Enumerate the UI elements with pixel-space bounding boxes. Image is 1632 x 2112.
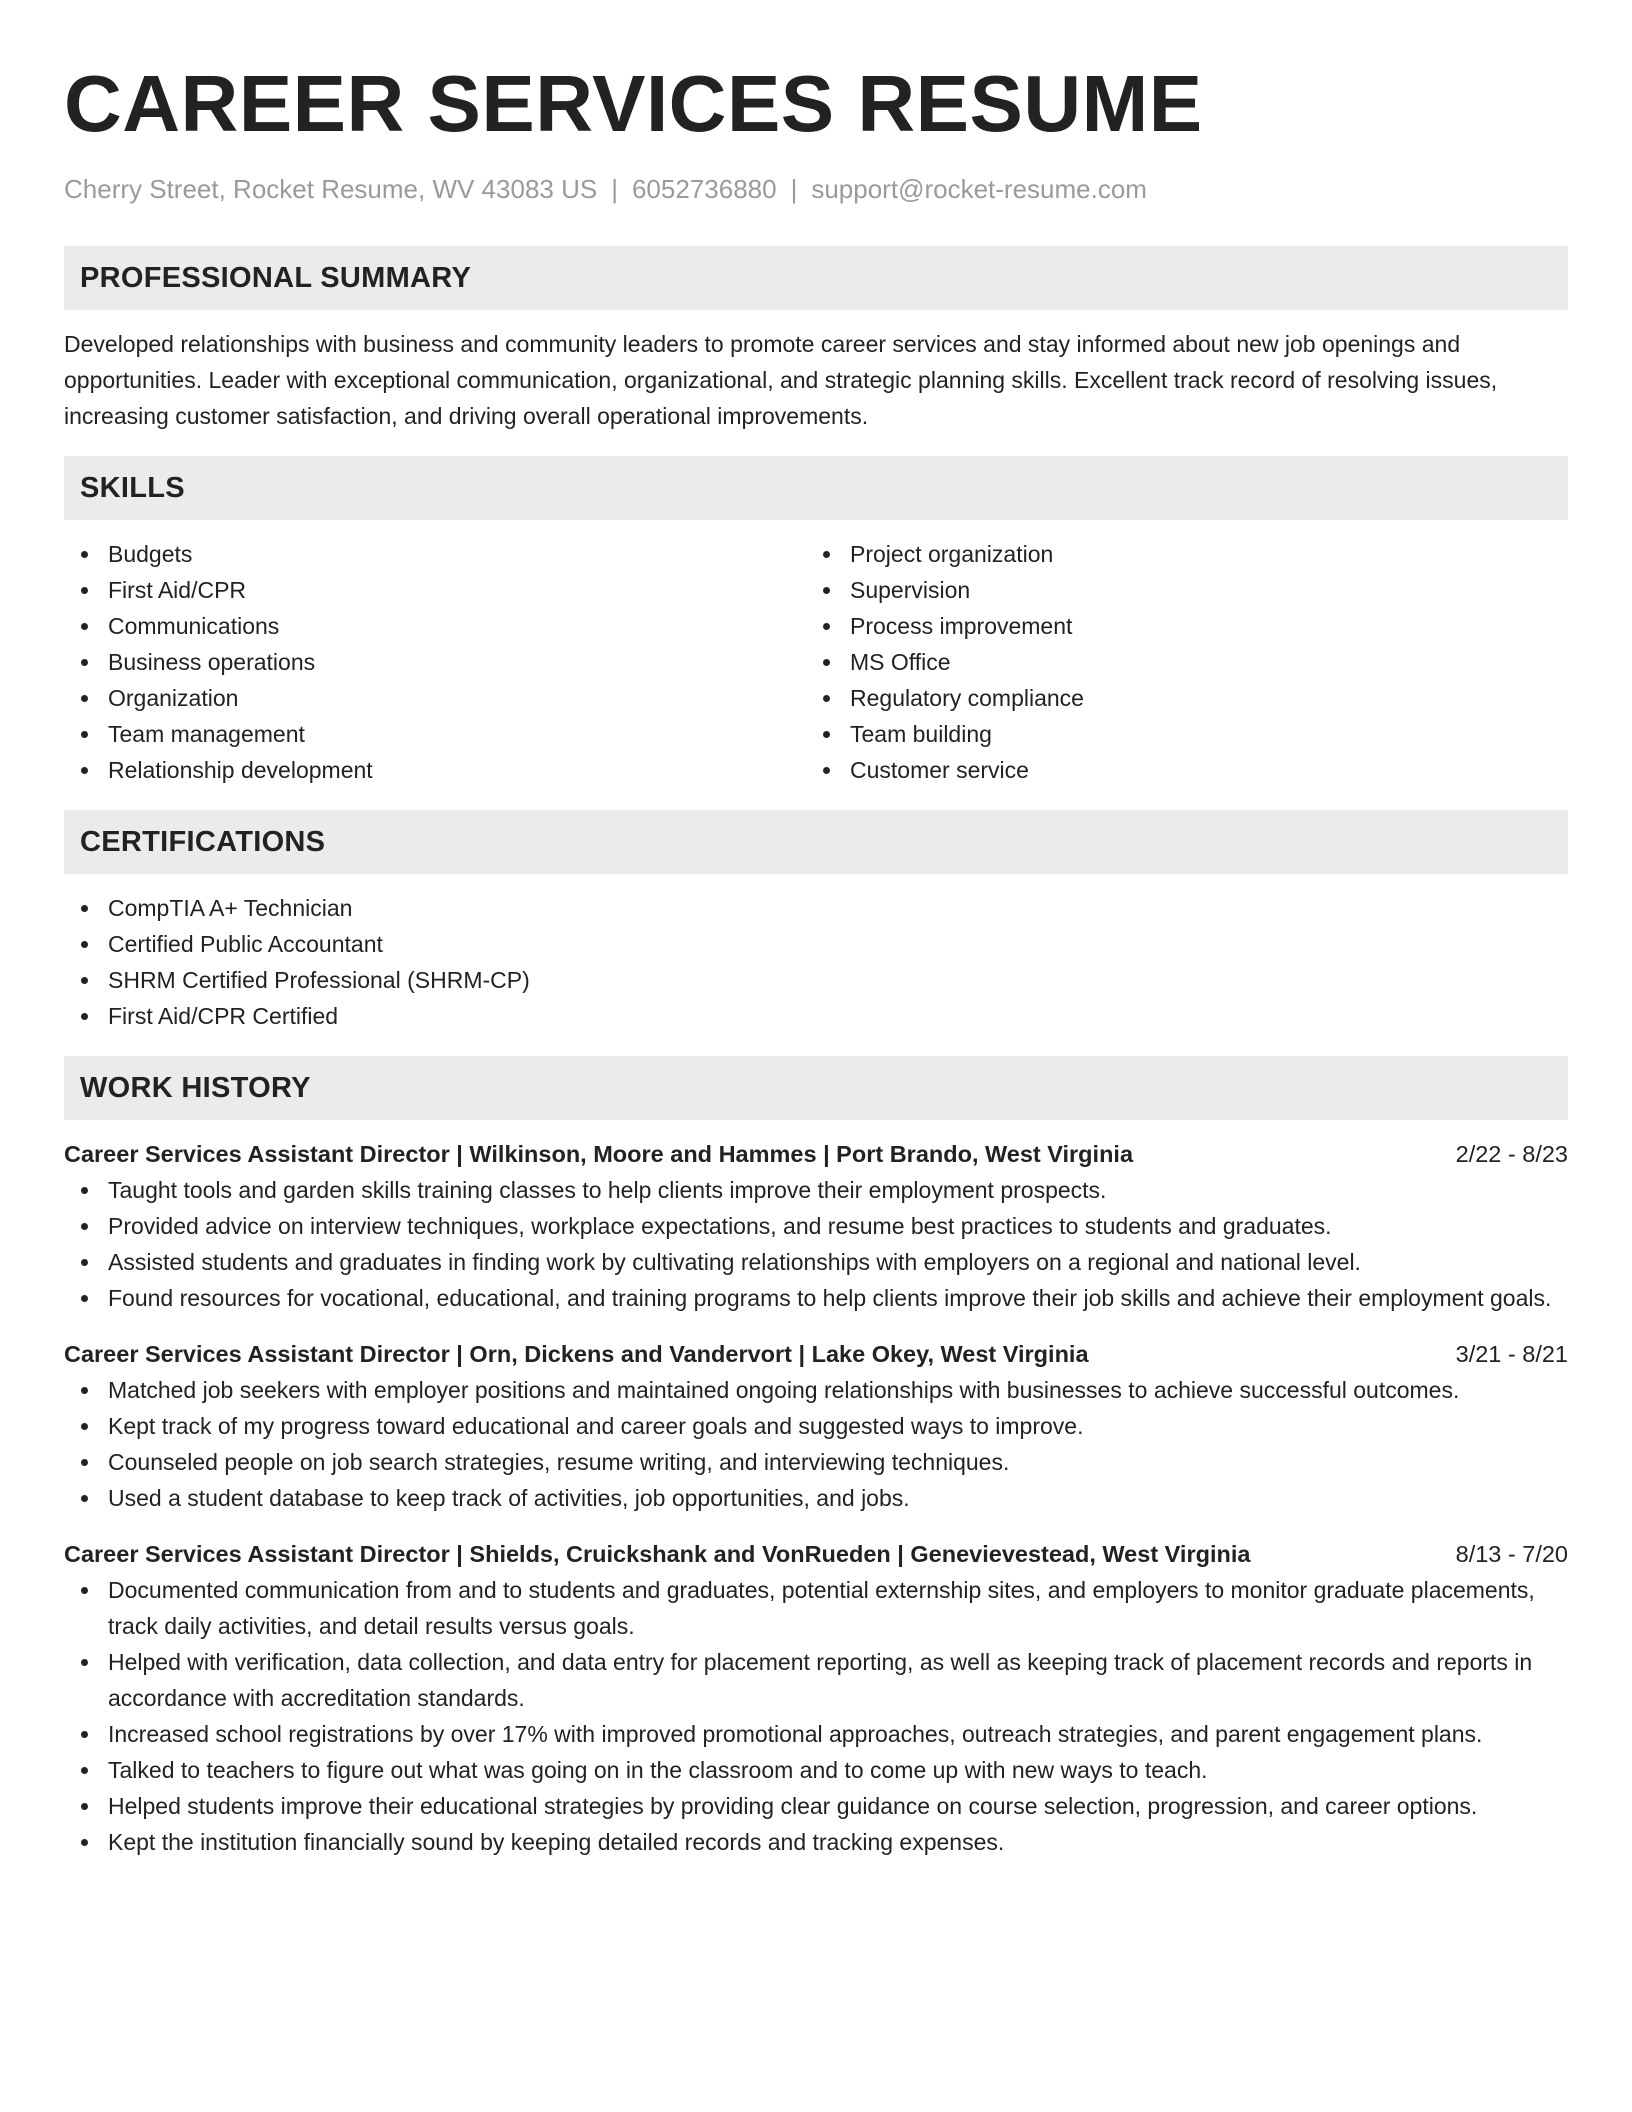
section-header-work-history: WORK HISTORY <box>64 1056 1568 1120</box>
skills-list-right <box>806 536 1548 788</box>
skill-item: Team management <box>64 716 806 752</box>
contact-separator: | <box>611 174 618 204</box>
skill-item: Communications <box>64 608 806 644</box>
job-bullet-list <box>64 1372 1568 1516</box>
job-bullet: Used a student database to keep track of activities, job opportunities, and jobs. <box>64 1480 1568 1516</box>
job-bullet-list <box>64 1572 1568 1860</box>
section-header-summary: PROFESSIONAL SUMMARY <box>64 246 1568 310</box>
job-header <box>64 1136 1568 1172</box>
work-history-list <box>64 1136 1568 1860</box>
job-header <box>64 1336 1568 1372</box>
job-dates: 8/13 - 7/20 <box>1455 1541 1568 1567</box>
job-bullet: Kept track of my progress toward educational and career goals and suggested ways to improve. <box>64 1408 1568 1444</box>
job-dates: 2/22 - 8/23 <box>1455 1141 1568 1167</box>
job-bullet: Helped students improve their educational strategies by providing clear guidance on course selection, progression, and career options. <box>64 1788 1568 1824</box>
job-bullet: Matched job seekers with employer positions and maintained ongoing relationships with businesses to achieve successful outcomes. <box>64 1372 1568 1408</box>
section-header-skills: SKILLS <box>64 456 1568 520</box>
skill-item: MS Office <box>806 644 1548 680</box>
email: support@rocket-resume.com <box>811 174 1147 204</box>
job-bullet: Documented communication from and to students and graduates, potential externship sites, and employers to monitor graduate placements, track daily activities, and detail results versus goals. <box>64 1572 1568 1644</box>
summary-text: Developed relationships with business and community leaders to promote career services and stay informed about new job openings and opportunities. Leader with exceptional communication, organizational, and strategic planning skills. Excellent track record of resolving issues, increasing customer satisfaction, and driving overall operational improvements. <box>64 331 1498 429</box>
section-header-certifications: CERTIFICATIONS <box>64 810 1568 874</box>
job-entry <box>64 1336 1568 1516</box>
skill-item: Business operations <box>64 644 806 680</box>
job-entry <box>64 1136 1568 1316</box>
skill-item: Budgets <box>64 536 806 572</box>
skill-item: Team building <box>806 716 1548 752</box>
certification-item: Certified Public Accountant <box>64 926 1568 962</box>
skill-item: Supervision <box>806 572 1548 608</box>
contact-separator: | <box>790 174 798 204</box>
skill-item: Relationship development <box>64 752 806 788</box>
skill-item: Regulatory compliance <box>806 680 1548 716</box>
job-bullet: Kept the institution financially sound by keeping detailed records and tracking expenses. <box>64 1824 1568 1860</box>
job-bullet: Found resources for vocational, educational, and training programs to help clients improve their job skills and achieve their employment goals. <box>64 1280 1568 1316</box>
job-header <box>64 1536 1568 1572</box>
skill-item: Organization <box>64 680 806 716</box>
job-bullet-list <box>64 1172 1568 1316</box>
certification-item: CompTIA A+ Technician <box>64 890 1568 926</box>
job-bullet: Talked to teachers to figure out what was going on in the classroom and to come up with new ways to teach. <box>64 1752 1568 1788</box>
skill-item: Process improvement <box>806 608 1548 644</box>
skill-item: Project organization <box>806 536 1548 572</box>
skill-item: First Aid/CPR <box>64 572 806 608</box>
job-dates: 3/21 - 8/21 <box>1455 1341 1568 1367</box>
address: Cherry Street, Rocket Resume, WV 43083 US <box>64 174 598 204</box>
phone: 6052736880 <box>631 174 777 204</box>
job-entry <box>64 1536 1568 1860</box>
resume-title: CAREER SERVICES RESUME <box>64 59 1203 148</box>
certification-item: First Aid/CPR Certified <box>64 998 1568 1034</box>
job-bullet: Counseled people on job search strategies, resume writing, and interviewing techniques. <box>64 1444 1568 1480</box>
job-bullet: Provided advice on interview techniques, workplace expectations, and resume best practices to students and graduates. <box>64 1208 1568 1244</box>
skills-list-left <box>64 536 806 788</box>
job-title: Career Services Assistant Director | Shields, Cruickshank and VonRueden | Genevievestead, West Virginia <box>64 1541 1251 1567</box>
job-bullet: Assisted students and graduates in finding work by cultivating relationships with employers on a regional and national level. <box>64 1244 1568 1280</box>
skills-grid <box>64 536 1568 788</box>
job-bullet: Increased school registrations by over 17% with improved promotional approaches, outreach strategies, and parent engagement plans. <box>64 1716 1568 1752</box>
certification-item: SHRM Certified Professional (SHRM-CP) <box>64 962 1568 998</box>
job-title: Career Services Assistant Director | Wilkinson, Moore and Hammes | Port Brando, West Virginia <box>64 1141 1134 1167</box>
job-bullet: Taught tools and garden skills training classes to help clients improve their employment prospects. <box>64 1172 1568 1208</box>
skill-item: Customer service <box>806 752 1548 788</box>
job-title: Career Services Assistant Director | Orn, Dickens and Vandervort | Lake Okey, West Virginia <box>64 1341 1089 1367</box>
certifications-list <box>64 890 1568 1034</box>
contact-line <box>64 172 1568 206</box>
job-bullet: Helped with verification, data collection, and data entry for placement reporting, as well as keeping track of placement records and reports in accordance with accreditation standards. <box>64 1644 1568 1716</box>
